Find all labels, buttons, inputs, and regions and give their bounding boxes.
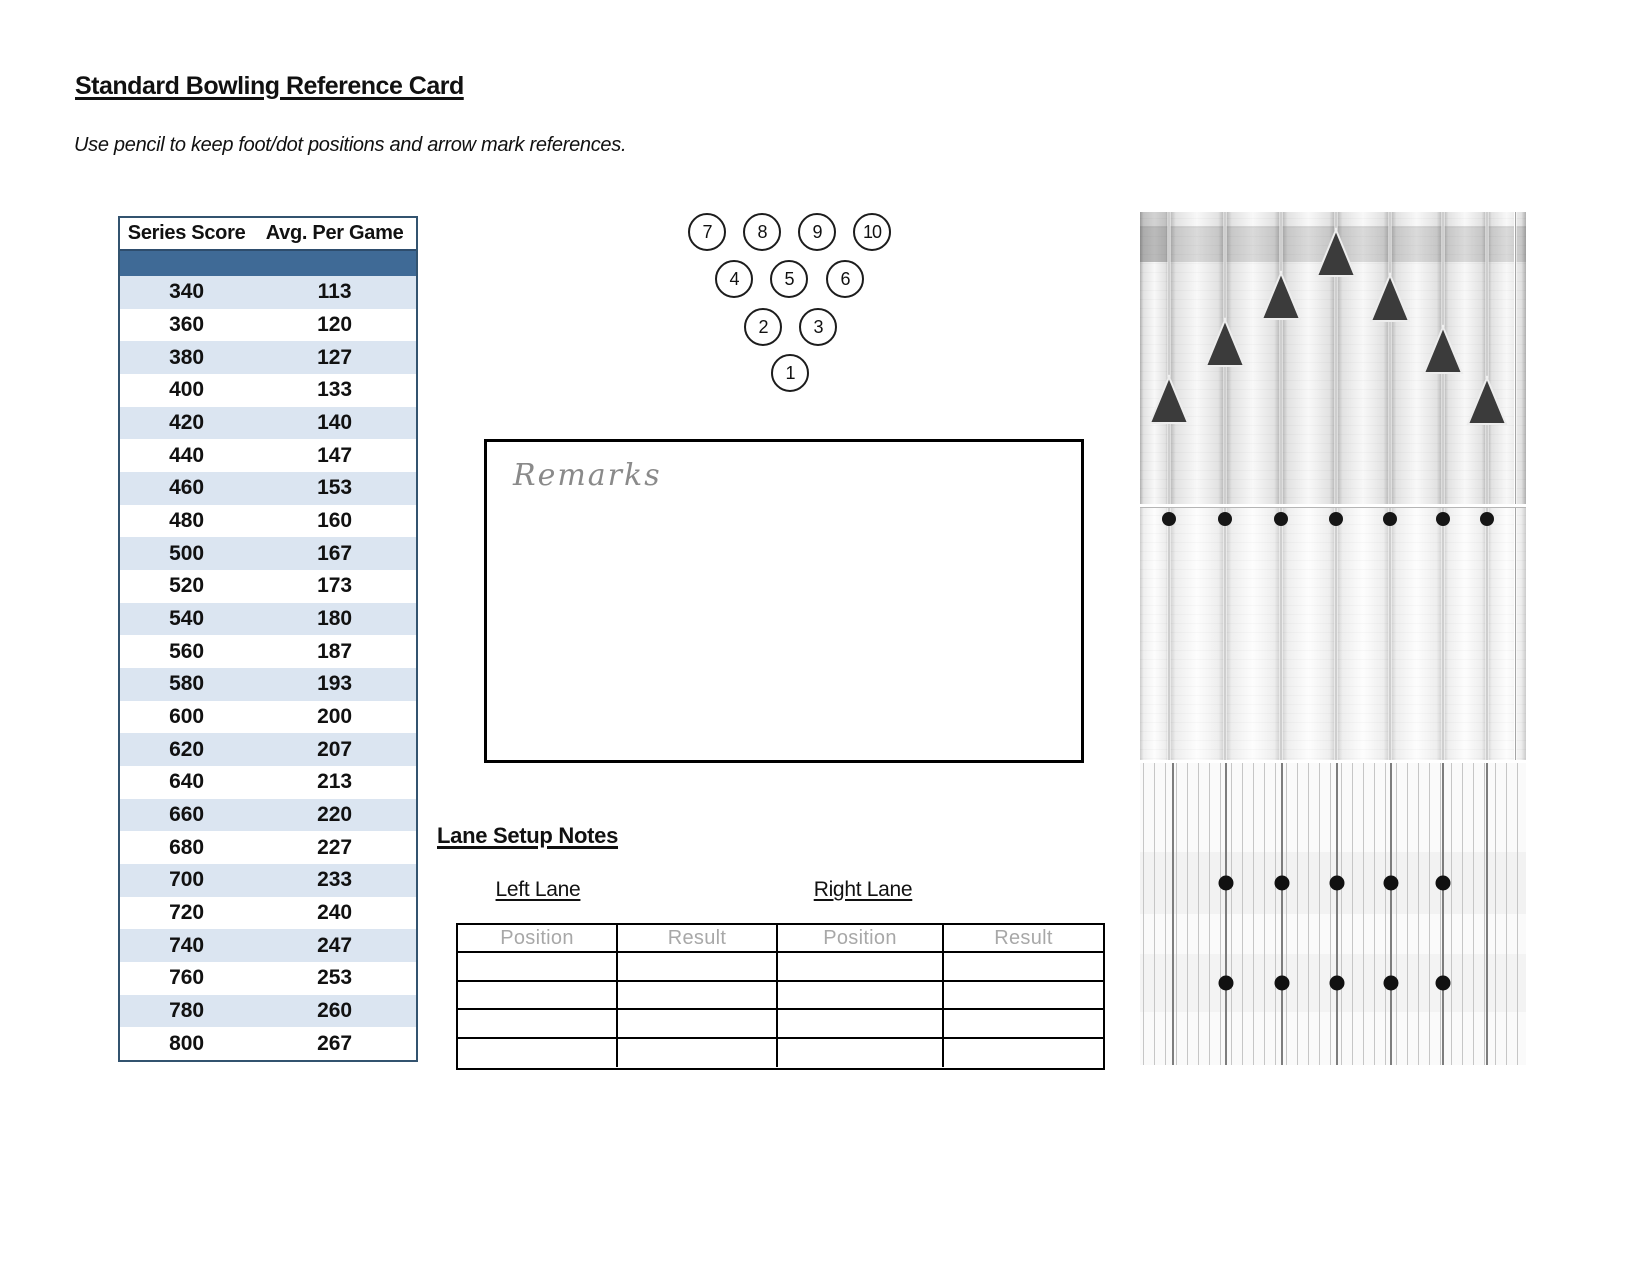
setup-empty-cell [458, 1039, 618, 1067]
avg-per-game-value: 133 [317, 378, 353, 402]
lane-seam [1140, 504, 1526, 507]
series-score-value: 480 [169, 509, 205, 533]
avg-per-game-value: 127 [317, 345, 353, 369]
wood-grain-line [1140, 713, 1526, 714]
setup-table-empty-row [458, 1039, 1103, 1067]
setup-table-empty-row [458, 982, 1103, 1010]
pin-circle-9: 9 [798, 213, 836, 251]
score-table-row [120, 570, 416, 603]
approach-dot [1384, 976, 1399, 991]
wood-grain-line [1140, 641, 1526, 642]
wood-grain-line [1140, 740, 1526, 741]
series-score-value: 540 [169, 607, 205, 631]
score-table-body [120, 276, 416, 1060]
series-score-value: 380 [169, 345, 205, 369]
pin-circle-4: 4 [715, 260, 753, 298]
series-score-value: 400 [169, 378, 205, 402]
score-table-row [120, 929, 416, 962]
page-title: Standard Bowling Reference Card [75, 72, 464, 100]
approach-board-line [1308, 763, 1309, 1065]
setup-empty-cell [778, 982, 944, 1010]
approach-guide-line [1336, 763, 1338, 1065]
lane-setup-table [456, 923, 1105, 1070]
remarks-label: Remarks [513, 458, 662, 493]
wood-grain-line [1140, 614, 1526, 615]
lane-target-dot [1274, 512, 1288, 526]
wood-grain-line [1140, 434, 1526, 435]
setup-empty-cell [944, 1010, 1103, 1038]
remarks-box [484, 439, 1084, 763]
score-table-header-row [120, 218, 416, 249]
wood-grain-line [1140, 326, 1526, 327]
wood-grain-line [1140, 668, 1526, 669]
left-lane-label: Left Lane [495, 878, 581, 901]
score-table-row [120, 766, 416, 799]
avg-per-game-value: 200 [317, 705, 353, 729]
score-table-row [120, 505, 416, 538]
wood-grain-line [1140, 632, 1526, 633]
approach-board-line [1176, 763, 1177, 1065]
wood-grain-line [1140, 281, 1526, 282]
setup-empty-cell [944, 953, 1103, 981]
wood-grain-line [1140, 695, 1526, 696]
approach-board-line [1253, 763, 1254, 1065]
setup-column-header: Result [944, 925, 1103, 953]
series-score-value: 780 [169, 999, 205, 1023]
score-table-row [120, 341, 416, 374]
lane-board [1281, 508, 1336, 763]
wood-grain-line [1140, 533, 1526, 534]
approach-board-line [1407, 763, 1408, 1065]
wood-grain-line [1140, 623, 1526, 624]
series-score-value: 440 [169, 443, 205, 467]
pin-circle-1: 1 [771, 354, 809, 392]
setup-empty-cell [778, 1010, 944, 1038]
setup-table-empty-row [458, 953, 1103, 981]
series-score-value: 580 [169, 672, 205, 696]
series-score-value: 640 [169, 770, 205, 794]
score-table-row [120, 897, 416, 930]
board-divider-line [1169, 212, 1170, 763]
approach-board-line [1330, 763, 1331, 1065]
wood-grain-line [1140, 371, 1526, 372]
lane-seam-line [1140, 507, 1526, 508]
approach-dot [1275, 876, 1290, 891]
wood-grain-line [1140, 731, 1526, 732]
lane-setup-heading: Lane Setup Notes [437, 823, 619, 848]
wood-grain-line [1140, 290, 1526, 291]
wood-grain-line [1140, 353, 1526, 354]
approach-board-line [1495, 763, 1496, 1065]
score-table-row [120, 439, 416, 472]
series-score-value: 460 [169, 476, 205, 500]
board-divider-line [1225, 212, 1226, 763]
lane-diagram-image [1140, 212, 1526, 1065]
pin-circle-8: 8 [743, 213, 781, 251]
approach-board-line [1275, 763, 1276, 1065]
avg-per-game-value: 187 [317, 639, 353, 663]
approach-board-line [1352, 763, 1353, 1065]
approach-board-line [1319, 763, 1320, 1065]
wood-grain-line [1140, 749, 1526, 750]
avg-per-game-value: 180 [317, 607, 353, 631]
wood-grain-line [1140, 344, 1526, 345]
board-divider-line [1336, 212, 1337, 763]
avg-per-game-value: 207 [317, 737, 353, 761]
avg-per-game-value: 140 [317, 411, 353, 435]
approach-board-line [1462, 763, 1463, 1065]
right-lane-label: Right Lane [813, 878, 913, 901]
wood-grain-line [1140, 560, 1526, 561]
approach-guide-line [1172, 763, 1174, 1065]
wood-grain-line [1140, 362, 1526, 363]
score-table-row [120, 374, 416, 407]
approach-board-line [1473, 763, 1474, 1065]
approach-dot [1219, 876, 1234, 891]
wood-grain-line [1140, 677, 1526, 678]
wood-grain-line [1140, 722, 1526, 723]
score-table-divider-band [120, 249, 416, 276]
wood-grain-line [1140, 470, 1526, 471]
wood-grain-line [1140, 479, 1526, 480]
series-score-value: 700 [169, 868, 205, 892]
avg-per-game-value: 160 [317, 509, 353, 533]
approach-guide-line [1442, 763, 1444, 1065]
setup-empty-cell [618, 953, 778, 981]
setup-table-header-row [458, 925, 1103, 953]
approach-dot [1330, 976, 1345, 991]
wood-grain-line [1140, 605, 1526, 606]
approach-guide-line [1486, 763, 1488, 1065]
wood-grain-line [1140, 542, 1526, 543]
pin-circle-7: 7 [688, 213, 726, 251]
approach-board-line [1385, 763, 1386, 1065]
score-table-header-avg: Avg. Per Game [265, 222, 404, 244]
approach-guide-line [1281, 763, 1283, 1065]
series-score-value: 660 [169, 803, 205, 827]
wood-grain-line [1140, 650, 1526, 651]
wood-grain-line [1140, 416, 1526, 417]
wood-grain-line [1140, 704, 1526, 705]
setup-empty-cell [458, 1010, 618, 1038]
score-table-row [120, 276, 416, 309]
approach-dot [1330, 876, 1345, 891]
pin-circle-3: 3 [799, 308, 837, 346]
approach-board-line [1451, 763, 1452, 1065]
approach-board-line [1484, 763, 1485, 1065]
pin-circle-6: 6 [826, 260, 864, 298]
lane-target-dot [1480, 512, 1494, 526]
setup-column-header: Result [618, 925, 778, 953]
series-score-value: 600 [169, 705, 205, 729]
wood-grain-line [1140, 299, 1526, 300]
wood-grain-line [1140, 308, 1526, 309]
lane-target-dot [1383, 512, 1397, 526]
wood-grain-line [1140, 488, 1526, 489]
approach-board-line [1341, 763, 1342, 1065]
series-score-value: 800 [169, 1031, 205, 1055]
wood-grain-line [1140, 596, 1526, 597]
approach-board-line [1418, 763, 1419, 1065]
score-table-header-series: Series Score [127, 222, 246, 244]
lane-shading-corner [1140, 212, 1169, 262]
score-table-row [120, 733, 416, 766]
wood-grain-line [1140, 443, 1526, 444]
approach-board-line [1165, 763, 1166, 1065]
avg-per-game-value: 153 [317, 476, 353, 500]
approach-board-line [1264, 763, 1265, 1065]
wood-grain-line [1140, 569, 1526, 570]
score-table-row [120, 472, 416, 505]
wood-grain-line [1140, 551, 1526, 552]
score-table-row [120, 831, 416, 864]
series-score-value: 520 [169, 574, 205, 598]
avg-per-game-value: 227 [317, 835, 353, 859]
series-score-value: 720 [169, 901, 205, 925]
lane-board [1487, 508, 1526, 763]
wood-grain-line [1140, 686, 1526, 687]
wood-grain-line [1140, 497, 1526, 498]
approach-board-line [1154, 763, 1155, 1065]
approach-guide-line [1225, 763, 1227, 1065]
lane-board [1443, 508, 1487, 763]
score-table-row [120, 537, 416, 570]
pin-numbering-diagram [688, 213, 898, 395]
lane-board [1336, 508, 1390, 763]
approach-board-line [1429, 763, 1430, 1065]
series-score-value: 740 [169, 933, 205, 957]
approach-board-line [1187, 763, 1188, 1065]
approach-dot [1436, 876, 1451, 891]
series-score-value: 620 [169, 737, 205, 761]
setup-empty-cell [618, 1039, 778, 1067]
board-divider-line [1515, 212, 1516, 763]
avg-per-game-value: 147 [317, 443, 353, 467]
avg-per-game-value: 167 [317, 541, 353, 565]
setup-empty-cell [778, 1039, 944, 1067]
series-score-value: 560 [169, 639, 205, 663]
wood-grain-line [1140, 659, 1526, 660]
setup-empty-cell [458, 953, 618, 981]
series-score-value: 420 [169, 411, 205, 435]
avg-per-game-value: 220 [317, 803, 353, 827]
score-table-row [120, 407, 416, 440]
score-table-row [120, 1027, 416, 1060]
approach-board-line [1297, 763, 1298, 1065]
setup-column-header: Position [458, 925, 618, 953]
series-score-table [118, 216, 418, 1062]
avg-per-game-value: 213 [317, 770, 353, 794]
wood-grain-line [1140, 461, 1526, 462]
score-table-row [120, 603, 416, 636]
wood-grain-line [1140, 218, 1526, 219]
avg-per-game-value: 120 [317, 313, 353, 336]
lane-board [1169, 508, 1225, 763]
lane-board [1390, 508, 1443, 763]
wood-grain-line [1140, 398, 1526, 399]
wood-grain-line [1140, 380, 1526, 381]
pin-circle-10: 10 [853, 213, 891, 251]
approach-board-line [1440, 763, 1441, 1065]
board-divider-line [1443, 212, 1444, 763]
score-table-row [120, 864, 416, 897]
avg-per-game-value: 253 [317, 966, 353, 990]
approach-board-line [1396, 763, 1397, 1065]
approach-dot [1384, 876, 1399, 891]
approach-board-line [1286, 763, 1287, 1065]
wood-grain-line [1140, 317, 1526, 318]
wood-grain-line [1140, 758, 1526, 759]
approach-board-line [1242, 763, 1243, 1065]
wood-grain-line [1140, 389, 1526, 390]
setup-empty-cell [618, 1010, 778, 1038]
page-subtitle: Use pencil to keep foot/dot positions and arrow mark references. [74, 134, 627, 156]
wood-grain-line [1140, 587, 1526, 588]
setup-table-empty-row [458, 1010, 1103, 1038]
score-table-row [120, 962, 416, 995]
approach-gap [1140, 760, 1526, 763]
avg-per-game-value: 267 [317, 1031, 353, 1055]
approach-board-line [1517, 763, 1518, 1065]
score-table-row [120, 635, 416, 668]
wood-grain-line [1140, 578, 1526, 579]
avg-per-game-value: 260 [317, 999, 353, 1023]
score-table-row [120, 995, 416, 1028]
setup-empty-cell [458, 982, 618, 1010]
avg-per-game-value: 193 [317, 672, 353, 696]
series-score-value: 760 [169, 966, 205, 990]
score-table-row [120, 309, 416, 342]
lane-target-dot [1329, 512, 1343, 526]
approach-board-line [1363, 763, 1364, 1065]
setup-empty-cell [944, 982, 1103, 1010]
avg-per-game-value: 247 [317, 933, 353, 957]
pin-circle-5: 5 [770, 260, 808, 298]
avg-per-game-value: 113 [317, 280, 352, 304]
setup-empty-cell [778, 953, 944, 981]
series-score-value: 360 [169, 313, 205, 336]
setup-empty-cell [618, 982, 778, 1010]
avg-per-game-value: 233 [317, 868, 353, 892]
approach-board-line [1220, 763, 1221, 1065]
approach-board-line [1231, 763, 1232, 1065]
approach-board-line [1143, 763, 1144, 1065]
setup-column-header: Position [778, 925, 944, 953]
score-table-row [120, 799, 416, 832]
series-score-value: 340 [169, 280, 205, 304]
wood-grain-line [1140, 425, 1526, 426]
score-table-row [120, 701, 416, 734]
lane-target-dot [1162, 512, 1176, 526]
approach-board-line [1198, 763, 1199, 1065]
approach-board-line [1209, 763, 1210, 1065]
pin-circle-2: 2 [744, 308, 782, 346]
lane-target-dot [1436, 512, 1450, 526]
avg-per-game-value: 240 [317, 901, 353, 925]
approach-dot [1436, 976, 1451, 991]
wood-grain-line [1140, 335, 1526, 336]
approach-dot [1275, 976, 1290, 991]
lane-board [1225, 508, 1281, 763]
approach-guide-line [1390, 763, 1392, 1065]
approach-board-line [1506, 763, 1507, 1065]
lane-target-dot [1218, 512, 1232, 526]
avg-per-game-value: 173 [317, 574, 353, 598]
series-score-value: 680 [169, 835, 205, 859]
lane-board [1140, 508, 1169, 763]
approach-board-line [1374, 763, 1375, 1065]
board-divider-line [1487, 212, 1488, 763]
wood-grain-line [1140, 452, 1526, 453]
series-score-value: 500 [169, 541, 205, 565]
setup-empty-cell [944, 1039, 1103, 1067]
wood-grain-line [1140, 407, 1526, 408]
score-table-row [120, 668, 416, 701]
approach-dot [1219, 976, 1234, 991]
